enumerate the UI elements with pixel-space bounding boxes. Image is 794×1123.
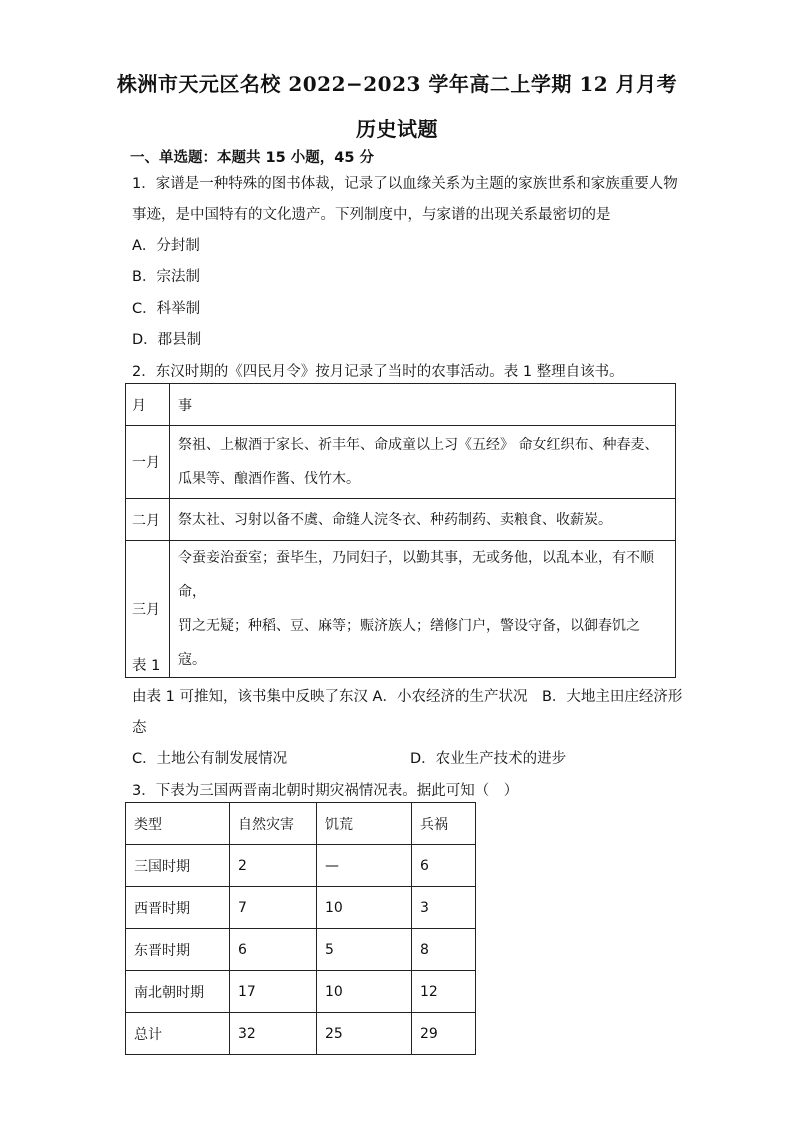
section-heading: 一、单选题：本题共 15 小题，45 分: [130, 150, 374, 166]
q1-option-b: B．宗法制: [132, 269, 200, 285]
table-cell: 总计: [126, 1013, 230, 1055]
table-cell: 6: [412, 845, 476, 887]
q3-stem: 3．下表为三国两晋南北朝时期灾祸情况表。据此可知（ ）: [132, 783, 519, 799]
q2-option-c: C．土地公有制发展情况: [132, 751, 288, 767]
q3-table: [125, 802, 476, 1055]
q2-tail-line2: 态: [132, 720, 147, 736]
table-cell: [170, 541, 676, 678]
table-cell: 12: [412, 971, 476, 1013]
q1-option-a: A．分封制: [132, 238, 200, 254]
table-row: [126, 929, 476, 971]
q1-option-c: C．科举制: [132, 301, 201, 317]
table-cell: 17: [230, 971, 317, 1013]
cell-line: 祭祖、上椒酒于家长、祈丰年、命成童以上习《五经》 命女红织布、种春麦、: [178, 437, 659, 453]
table-cell: 西晋时期: [126, 887, 230, 929]
table-cell: 25: [317, 1013, 412, 1055]
table-cell: 7: [230, 887, 317, 929]
table-row: [126, 426, 676, 499]
table-cell: 二月: [126, 499, 170, 541]
table-row: [126, 803, 476, 845]
table-cell: 6: [230, 929, 317, 971]
table-header-cell: 饥荒: [317, 803, 412, 845]
table-cell: —: [317, 845, 412, 887]
exam-title: 株洲市天元区名校 2022−2023 学年高二上学期 12 月月考: [116, 72, 678, 96]
table-cell: 10: [317, 887, 412, 929]
table-cell: 32: [230, 1013, 317, 1055]
table-cell: 一月: [126, 426, 170, 499]
table-cell: 三月: [126, 541, 170, 678]
table-cell: 5: [317, 929, 412, 971]
table-row: [126, 971, 476, 1013]
table-cell: 2: [230, 845, 317, 887]
subject-title: 历史试题: [356, 117, 438, 141]
table-row: [126, 541, 676, 678]
q1-stem-line1: 1．家谱是一种特殊的图书体裁，记录了以血缘关系为主题的家族世系和家族重要人物: [132, 176, 678, 192]
table-row: [126, 1013, 476, 1055]
table-header-cell: 类型: [126, 803, 230, 845]
table-row: [126, 384, 676, 426]
q1-stem-line2: 事迹，是中国特有的文化遗产。下列制度中，与家谱的出现关系最密切的是: [132, 207, 611, 223]
q1-option-d: D．郡县制: [132, 332, 202, 348]
cell-line: 祭太社、习射以备不虞、命缝人浣冬衣、种药制药、卖粮食、收薪炭。: [178, 511, 612, 528]
q2-table: [125, 383, 676, 678]
table-row: [126, 887, 476, 929]
q2-option-d: D．农业生产技术的进步: [410, 751, 567, 767]
table-cell: 南北朝时期: [126, 971, 230, 1013]
table-caption: 表 1: [132, 658, 161, 674]
table-header-cell: 自然灾害: [230, 803, 317, 845]
table-cell: 3: [412, 887, 476, 929]
cell-line: 罚之无疑；种稻、豆、麻等；赈济族人；缮修门户，警设守备，以御春饥之寇。: [178, 618, 640, 668]
table-cell: 三国时期: [126, 845, 230, 887]
q2-tail-line1: 由表 1 可推知，该书集中反映了东汉 A．小农经济的生产状况 B．大地主田庄经济形: [132, 689, 683, 705]
table-cell: [170, 499, 676, 541]
table-cell: 东晋时期: [126, 929, 230, 971]
table-row: [126, 499, 676, 541]
table-row: [126, 845, 476, 887]
q2-stem: 2．东汉时期的《四民月令》按月记录了当时的农事活动。表 1 整理自该书。: [132, 364, 624, 380]
cell-line: 瓜果等、酿酒作酱、伐竹木。: [178, 471, 360, 487]
table-cell: 10: [317, 971, 412, 1013]
table-header-cell: 兵祸: [412, 803, 476, 845]
table-header-cell: 月: [126, 384, 170, 426]
cell-line: 令蚕妾治蚕室；蚕毕生，乃同妇子，以勤其事，无或务他，以乱本业，有不顺命，: [178, 550, 654, 600]
table-cell: 29: [412, 1013, 476, 1055]
table-header-cell: 事: [170, 384, 676, 426]
table-cell: [170, 426, 676, 499]
table-cell: 8: [412, 929, 476, 971]
